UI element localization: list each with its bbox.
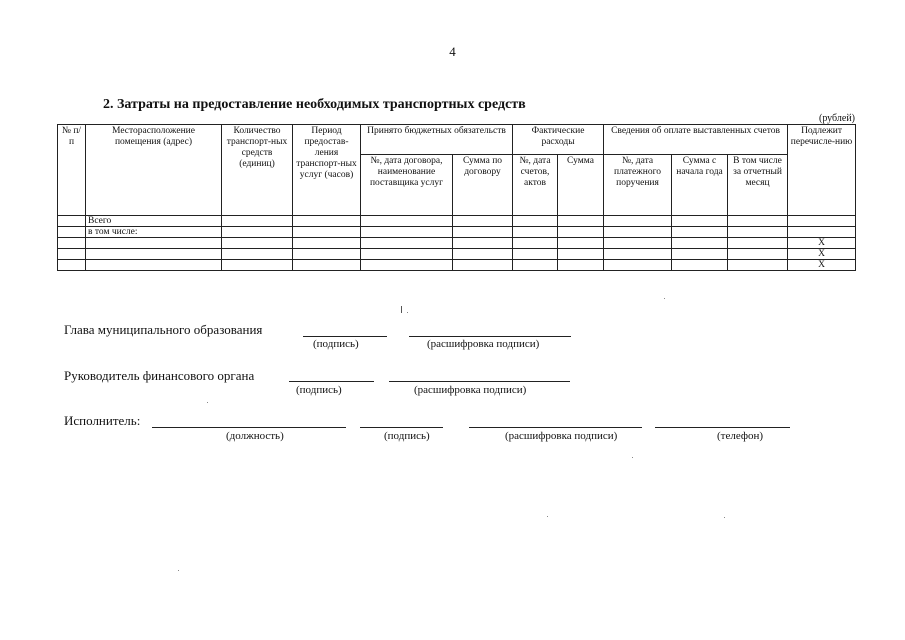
page-number: 4 <box>449 44 456 59</box>
executor-position-line[interactable] <box>152 427 346 428</box>
head-decode-line[interactable] <box>409 336 571 337</box>
scan-speck <box>632 457 633 458</box>
x-mark: X <box>788 238 856 249</box>
scan-speck <box>178 570 179 571</box>
executor-signature-line[interactable] <box>360 427 443 428</box>
payment-order-subheader: №, дата платежного поручения <box>604 155 672 216</box>
head-signature-label: Глава муниципального образования <box>64 322 263 337</box>
col-period-header: Период предостав-ления транспорт-ных услуг (часов) <box>293 125 361 216</box>
scan-speck <box>664 298 665 299</box>
col-quantity-header: Количество транспорт-ных средств (единиц) <box>222 125 293 216</box>
obligations-group-header: Принято бюджетных обязательств <box>361 125 513 155</box>
since-year-start-subheader: Сумма с начала года <box>672 155 728 216</box>
currency-unit: (рублей) <box>818 113 855 124</box>
contract-subheader: №, дата договора, наименование поставщика услуг <box>361 155 453 216</box>
scan-speck <box>547 516 548 517</box>
accounts-subheader: №, дата счетов, актов <box>513 155 558 216</box>
table-row <box>58 238 856 249</box>
executor-label: Исполнитель: <box>64 413 141 428</box>
x-mark: X <box>788 249 856 260</box>
reporting-month-subheader: В том числе за отчетный месяц <box>728 155 788 216</box>
table-row-total <box>58 216 856 227</box>
executor-phone-caption: (телефон) <box>717 430 764 442</box>
col-transfer-header: Подлежит перечисле-нию <box>788 125 856 216</box>
head-signature-line[interactable] <box>303 336 387 337</box>
row-total-label: Всего <box>86 216 222 227</box>
section-title: 2. Затраты на предоставление необходимых транспортных средств <box>103 97 526 112</box>
finance-decode-caption: (расшифровка подписи) <box>414 384 527 396</box>
table-row <box>58 260 856 271</box>
executor-decode-line[interactable] <box>469 427 642 428</box>
executor-sign-caption: (подпись) <box>384 430 430 442</box>
finance-sign-caption: (подпись) <box>296 384 342 396</box>
scan-speck <box>407 312 408 313</box>
header-row-1 <box>58 125 856 155</box>
finance-decode-line[interactable] <box>389 381 570 382</box>
scan-speck <box>401 306 402 313</box>
actual-sum-subheader: Сумма <box>558 155 604 216</box>
finance-signature-label: Руководитель финансового органа <box>64 368 255 383</box>
contract-sum-subheader: Сумма по договору <box>453 155 513 216</box>
executor-position-caption: (должность) <box>226 430 284 442</box>
table-row <box>58 249 856 260</box>
col-no-header: № п/п <box>58 125 86 216</box>
executor-decode-caption: (расшифровка подписи) <box>505 430 618 442</box>
col-location-header: Месторасположение помещения (адрес) <box>86 125 222 216</box>
scan-speck <box>724 517 725 518</box>
actual-expenses-group-header: Фактические расходы <box>513 125 604 155</box>
executor-phone-line[interactable] <box>655 427 790 428</box>
transport-costs-table <box>57 124 856 271</box>
row-including-label: в том числе: <box>86 227 222 238</box>
x-mark: X <box>788 260 856 271</box>
finance-signature-line[interactable] <box>289 381 374 382</box>
head-sign-caption: (подпись) <box>313 338 359 350</box>
payment-info-group-header: Сведения об оплате выставленных счетов <box>604 125 788 155</box>
scan-speck <box>207 402 208 403</box>
table-row-including <box>58 227 856 238</box>
head-decode-caption: (расшифровка подписи) <box>427 338 540 350</box>
